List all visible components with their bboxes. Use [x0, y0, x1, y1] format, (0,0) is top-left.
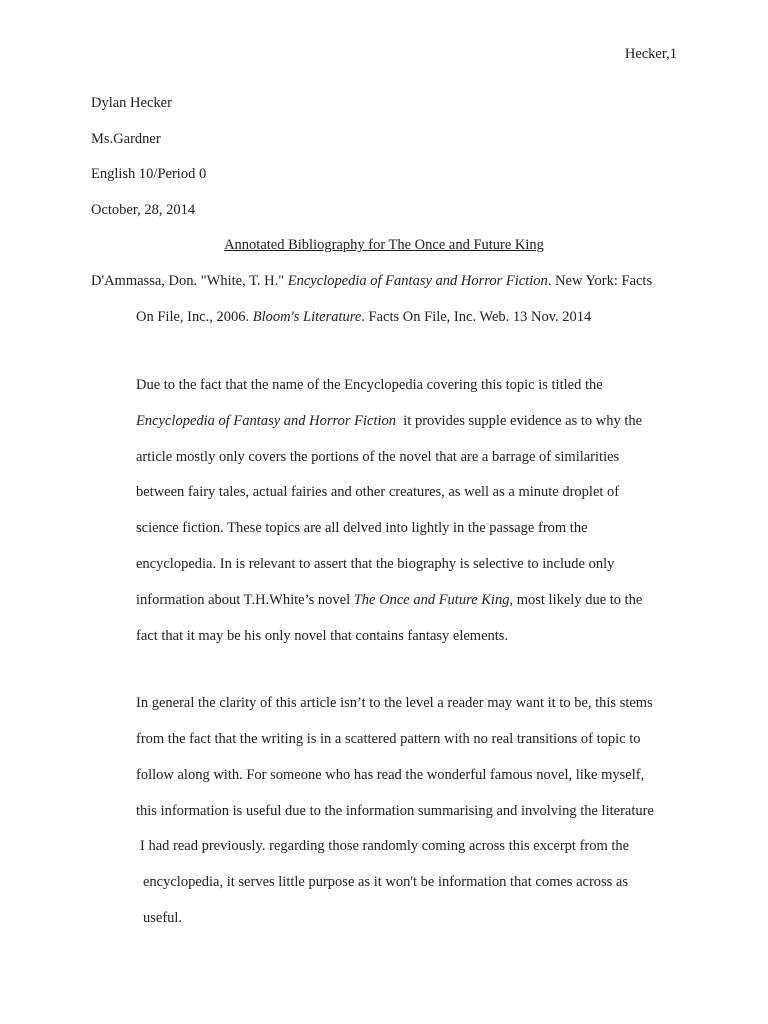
paragraph1-line: between fairy tales, actual fairies and other creatures, as well as a minute droplet of [136, 484, 620, 500]
citation-line-1 [91, 271, 652, 291]
encyclopedia-title: Encyclopedia of Fantasy and Horror Fiction [136, 413, 397, 429]
paragraph1-text: it provides supple evidence as to why the [396, 413, 643, 429]
paragraph1-line [136, 590, 642, 610]
citation-author-article: D'Ammassa, Don. "White, T. H." [91, 273, 288, 289]
paragraph1-line: science fiction. These topics are all delved into lightly in the passage from the [136, 520, 588, 536]
citation-pub-info: On File, Inc., 2006. [136, 309, 253, 325]
document-date: October, 28, 2014 [91, 202, 196, 218]
novel-title: The Once and Future King, [353, 592, 514, 608]
paragraph1-text: most likely due to the [513, 592, 643, 608]
student-name: Dylan Hecker [91, 95, 172, 111]
paragraph1-line: Due to the fact that the name of the Encyclopedia covering this topic is titled the [136, 377, 603, 393]
citation-book-title: Encyclopedia of Fantasy and Horror Fiction [287, 273, 548, 289]
teacher-name: Ms.Gardner [91, 131, 161, 147]
page-header: Hecker,1 [624, 46, 677, 62]
paragraph1-line: article mostly only covers the portions of the novel that are a barrage of similarities [136, 449, 620, 465]
paragraph2-line: from the fact that the writing is in a scattered pattern with no real transitions of topic to [136, 731, 641, 747]
paragraph1-line: encyclopedia. In is relevant to assert that the biography is selective to include only [136, 556, 615, 572]
citation-publisher: . New York: Facts [547, 273, 653, 289]
citation-line-2 [136, 307, 591, 327]
page-title: Annotated Bibliography for The Once and Future King [224, 237, 544, 253]
paragraph1-line: fact that it may be his only novel that contains fantasy elements. [136, 628, 509, 644]
paragraph2-line: useful. [143, 910, 183, 926]
paragraph1-text: information about T.H.White’s novel [136, 592, 354, 608]
paragraph2-line: encyclopedia, it serves little purpose as it won't be information that comes across as [143, 874, 629, 890]
paragraph2-line: this information is useful due to the information summarising and involving the literature [136, 803, 654, 819]
citation-access-info: . Facts On File, Inc. Web. 13 Nov. 2014 [361, 309, 592, 325]
paragraph2-line: I had read previously. regarding those randomly coming across this excerpt from the [140, 838, 630, 854]
citation-database: Bloom's Literature [252, 309, 362, 325]
paragraph2-line: follow along with. For someone who has read the wonderful famous novel, like myself, [136, 767, 645, 783]
course-name: English 10/Period 0 [91, 166, 207, 182]
paragraph2-line: In general the clarity of this article isn’t to the level a reader may want it to be, this stems [136, 695, 653, 711]
paragraph1-line [136, 411, 642, 431]
